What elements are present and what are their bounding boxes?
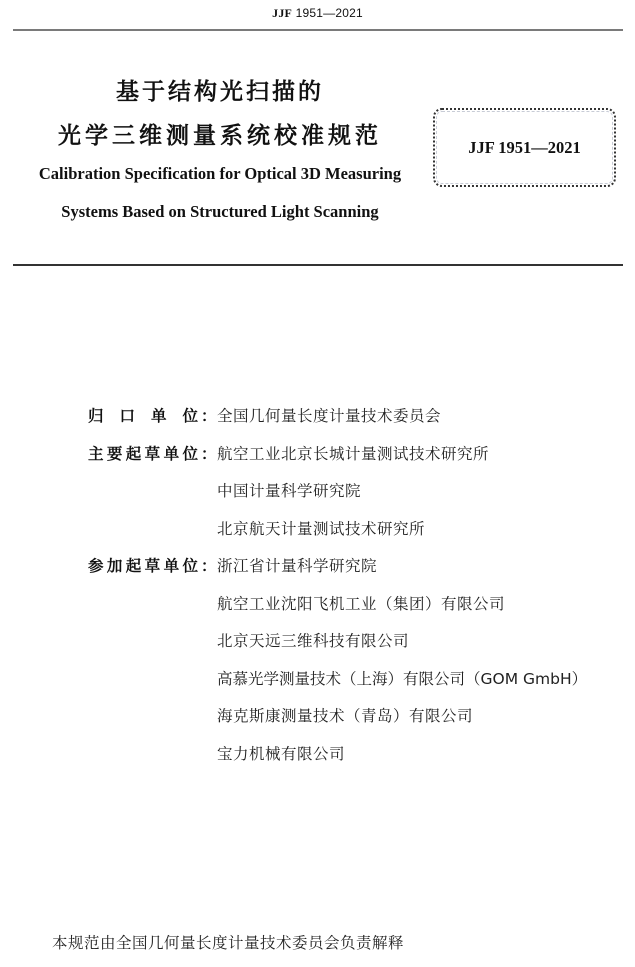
label-char: 草 [144,557,161,575]
participating-drafting-unit-label [88,554,198,576]
participating-drafting-unit-row [88,704,635,742]
participating-drafting-unit-row [88,554,635,592]
participating-drafting-unit-row [88,592,635,630]
label-char: 起 [125,557,142,575]
participating-drafting-unit-value: 高慕光学测量技术（上海）有限公司（GOM GmbH） [217,669,588,688]
participating-drafting-unit-value: 海克斯康测量技术（青岛）有限公司 [217,707,474,725]
participating-drafting-unit-value: 北京天远三维科技有限公司 [217,632,410,650]
responsible-unit-value: 全国几何量长度计量技术委员会 [217,407,442,425]
title-en-line-1: Calibration Specification for Optical 3D Measuring [38,164,402,183]
label-char: 主 [88,444,104,463]
title-en-line-2: Systems Based on Structured Light Scanning [61,202,379,221]
label-char: 单 [150,407,167,425]
label-char: 参 [88,557,104,575]
responsible-unit-label [88,404,198,426]
running-header [0,6,635,21]
title-cn-line-2: 光学三维测量系统校准规范 [58,123,382,149]
label-char: 位 [182,407,198,425]
participating-drafting-unit-row [88,742,635,780]
label-char: 位 [182,444,198,463]
main-drafting-unit-value: 航空工业北京长城计量测试技术研究所 [217,444,490,463]
participating-drafting-unit-row [88,667,635,705]
label-char: 要 [106,444,123,463]
participating-drafting-unit-value: 浙江省计量科学研究院 [217,557,378,575]
label-char: 加 [106,557,123,575]
specification-code-box [433,108,616,187]
participating-drafting-unit-value: 航空工业沈阳飞机工业（集团）有限公司 [217,594,506,613]
label-colon: ： [201,444,217,463]
specification-code: JJF 1951—2021 [468,137,581,157]
interpretation-note: 本规范由全国几何量长度计量技术委员会负责解释 [52,934,405,952]
main-drafting-unit-row [88,479,635,517]
main-drafting-unit-value: 北京航天计量测试技术研究所 [217,519,426,538]
label-char: 草 [144,444,161,463]
responsible-unit-row [88,404,635,442]
label-colon: ： [201,407,217,425]
running-header-number: 1951—2021 [292,6,363,20]
label-char: 起 [125,444,142,463]
participating-drafting-unit-row [88,629,635,667]
main-drafting-unit-value: 中国计量科学研究院 [217,482,362,500]
main-drafting-unit-label [88,442,198,464]
running-header-prefix: JJF [272,6,293,20]
label-colon: ： [201,557,217,575]
title-cn-line-1: 基于结构光扫描的 [116,79,324,105]
title-divider [13,264,623,266]
participating-drafting-unit-value: 宝力机械有限公司 [217,744,346,763]
main-drafting-unit-row [88,442,635,480]
drafting-units-section [88,404,635,779]
main-drafting-unit-row [88,517,635,555]
label-char: 归 [88,407,104,425]
label-char: 单 [163,557,180,575]
label-char: 口 [119,407,135,425]
top-divider [13,29,623,31]
label-char: 位 [182,557,198,575]
label-char: 单 [163,444,180,463]
